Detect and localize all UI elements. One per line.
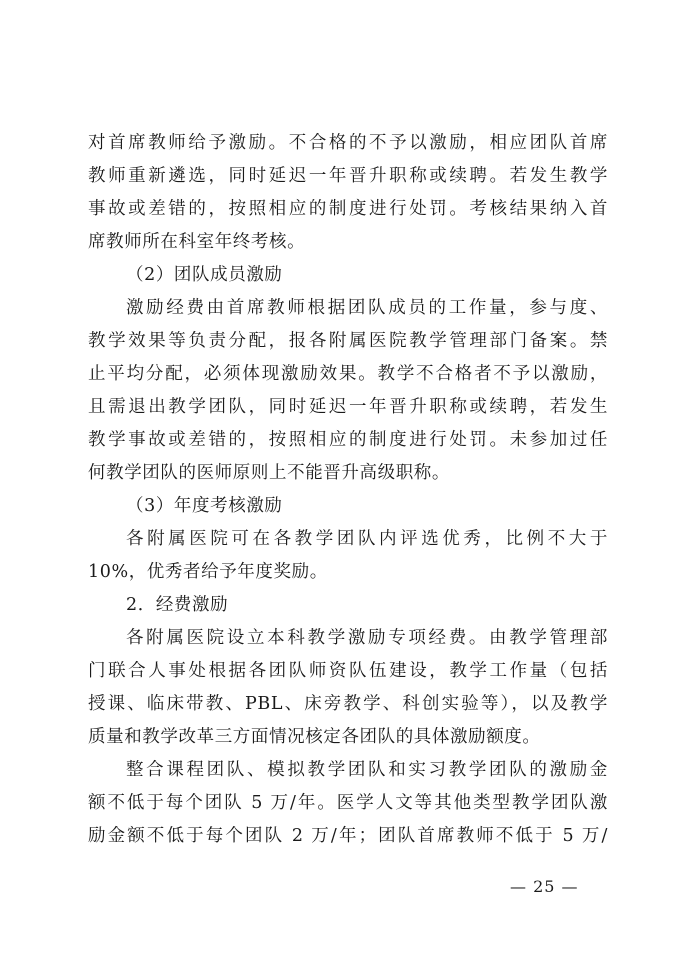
text-line: 激励经费由首席教师根据团队成员的工作量，参与度、 (126, 298, 608, 318)
text-line: 席教师所在科室年终考核。 (88, 232, 306, 252)
text-line: 各附属医院可在各教学团队内评选优秀，比例不大于 (126, 529, 608, 549)
text-line: 质量和教学改革三方面情况核定各团队的具体激励额度。 (88, 727, 541, 747)
text-line: 且需退出教学团队，同时延迟一年晋升职称或续聘，若发生 (88, 397, 608, 417)
text-line: 对首席教师给予激励。不合格的不予以激励，相应团队首席 (88, 133, 608, 153)
page-number: — 25 — (510, 877, 579, 896)
text-line: 授课、临床带教、PBL、床旁教学、科创实验等），以及教学 (88, 694, 608, 714)
text-line: 门联合人事处根据各团队师资队伍建设，教学工作量（包括 (88, 661, 608, 681)
text-line: 事故或差错的，按照相应的制度进行处罚。考核结果纳入首 (88, 199, 608, 219)
text-line: 整合课程团队、模拟教学团队和实习教学团队的激励金 (126, 760, 608, 780)
text-line: 教学事故或差错的，按照相应的制度进行处罚。未参加过任 (88, 430, 608, 450)
text-line: 各附属医院设立本科教学激励专项经费。由教学管理部 (126, 628, 608, 648)
text-line: 教学效果等负责分配，报各附属医院教学管理部门备案。禁 (88, 331, 608, 351)
section-heading: （3）年度考核激励 (126, 496, 283, 516)
text-line: 10%，优秀者给予年度奖励。 (88, 562, 328, 582)
text-line: 教师重新遴选，同时延迟一年晋升职称或续聘。若发生教学 (88, 166, 608, 186)
text-line: 额不低于每个团队 5 万/年。医学人文等其他类型教学团队激 (88, 793, 608, 813)
text-line: 励金额不低于每个团队 2 万/年；团队首席教师不低于 5 万/ (88, 826, 608, 846)
section-heading: （2）团队成员激励 (126, 265, 283, 285)
text-line: 何教学团队的医师原则上不能晋升高级职称。 (88, 463, 450, 483)
text-line: 止平均分配，必须体现激励效果。教学不合格者不予以激励， (88, 364, 608, 384)
section-heading: 2．经费激励 (126, 595, 229, 615)
